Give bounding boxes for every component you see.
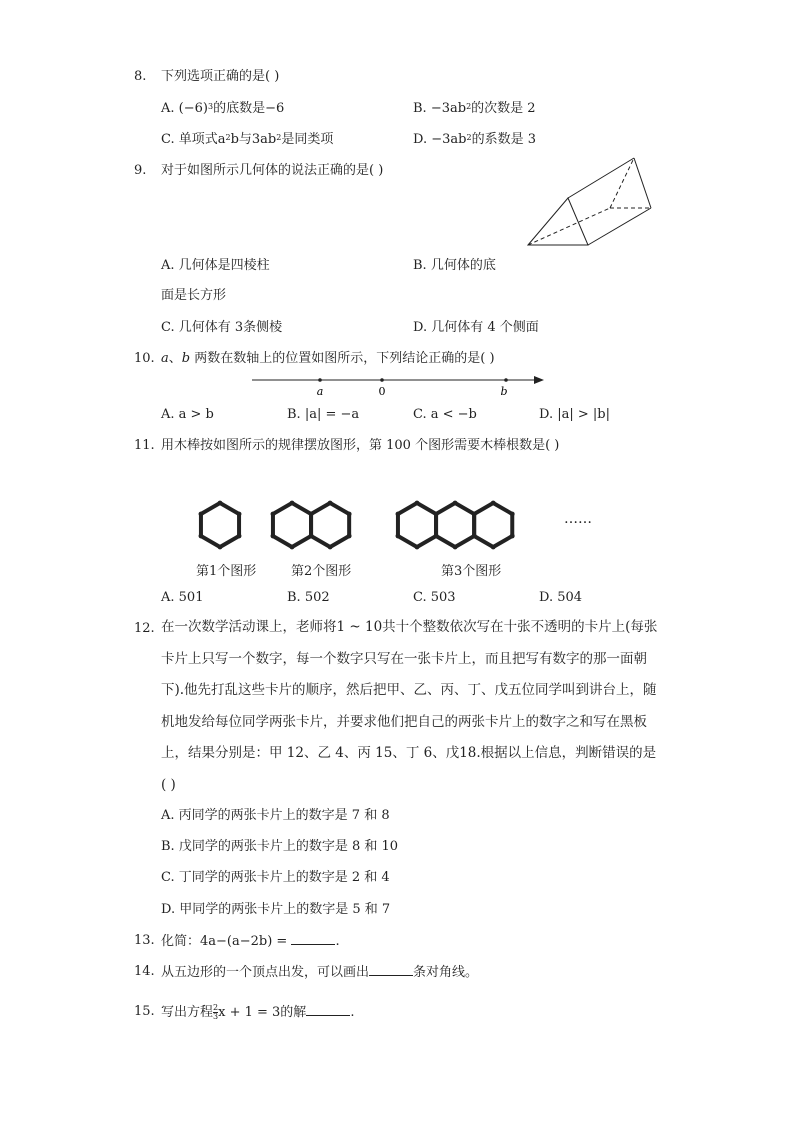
question-stem: 写出方程 $\frac{2}{3}$ x + 1 = 3的解 . [161,1003,355,1021]
stick-joint [237,534,242,539]
answer-blank [306,1003,350,1016]
stick-joint [347,534,352,539]
answer-blank [369,963,413,976]
figure-caption-3: 第3个图形 [441,564,502,579]
option-c: C. 丁同学的两张卡片上的数字是 2 和 4 [161,870,390,885]
ellipsis: …… [564,511,592,527]
option-b: B. 戊同学的两张卡片上的数字是 8 和 10 [161,839,399,854]
option-c: C. 单项式$a^2b$与$3ab^2$是同类项 [161,132,334,147]
stick-joint [309,534,314,539]
bottom-edge [588,208,651,245]
stick-joint [309,512,314,517]
stick-joint [290,545,295,550]
number-line [250,370,546,400]
stick-joint [510,512,515,517]
stick [201,503,220,514]
stick [417,503,436,514]
stick [474,536,493,547]
stick-joint [199,534,204,539]
answer-blank [291,932,335,945]
stick [493,503,512,514]
fraction: $\frac{2}{3}$ [213,1003,219,1021]
stick [292,536,311,547]
stick-joint [415,545,420,550]
stick [398,536,417,547]
stick-joint [396,534,401,539]
option-d: D. |a| > |b| [539,407,610,422]
stick [436,536,455,547]
stick-hexagons [199,501,515,550]
stick [273,536,292,547]
option-d: D. 几何体有 4 个侧面 [413,320,539,335]
question-number: 13. [134,933,155,948]
question-stem: a、b 两数在数轴上的位置如图所示，下列结论正确的是( ) [161,351,495,366]
point-b [504,378,508,382]
question-stem: 下列选项正确的是( ) [161,69,280,84]
stick [436,503,455,514]
stick [311,503,330,514]
option-a: A. 501 [161,590,204,605]
option-c: C. 几何体有 3条侧棱 [161,320,283,335]
question-number: 14. [134,964,155,979]
option-b: B. 502 [287,590,330,605]
question-stem: 在一次数学活动课上，老师将1 ~ 10共十个整数依次写在十张不透明的卡片上(每张卡片上只写一个数字，每一个数字只写在一张卡片上，而且把写有数字的那一面朝下).他先打乱这些卡片的顺序，然后把甲、乙、丙、丁、戊五位同学叫到讲台上，随机地发给每位同学两张卡片，并要求他们把自己的两张卡片上的数字之和写在黑板上，结果分别是：甲 12、乙 4、丙 15、丁 6、戊18.根据以上信息，判断错误的是( ) [161,619,658,793]
option-a: A. a > b [161,407,214,422]
option-d: D. $-3ab^2$的系数是 3 [413,132,536,147]
question-number: 12. [134,621,155,636]
stick-joint [237,512,242,517]
question-stem: 化简：4a−(a−2b) = . [161,934,340,949]
stick-joint [271,534,276,539]
stick-joint [472,512,477,517]
question-stem: 对于如图所示几何体的说法正确的是( ) [161,163,384,178]
label-b: b [500,385,508,398]
figure-caption-1: 第1个图形 [196,564,257,579]
back-right-edge [634,158,651,208]
stick-joint [510,534,515,539]
question-number: 10. [134,351,155,366]
stick [417,536,436,547]
stick [398,503,417,514]
hexagon-stick-figures [190,490,550,560]
triangular-prism-figure [520,150,656,250]
stick-joint [328,545,333,550]
option-b: B. $-3ab^2$的次数是 2 [413,101,536,116]
option-a: A. $(-6)^3$的底数是−6 [161,101,285,116]
stick [311,536,330,547]
stick [493,536,512,547]
option-d: D. 504 [539,590,583,605]
option-d: D. 甲同学的两张卡片上的数字是 5 和 7 [161,902,391,917]
option-b: B. |a| = −a [287,407,360,422]
stick-joint [434,534,439,539]
option-c: C. 503 [413,590,456,605]
stick [273,503,292,514]
stick-joint [491,545,496,550]
stick-joint [453,545,458,550]
option-a: A. 几何体是四棱柱 [161,258,270,273]
option-b-continued: 面是长方形 [161,288,227,303]
question-stem: 从五边形的一个顶点出发，可以画出 条对角线。 [161,965,479,980]
stick [474,503,493,514]
stick [220,536,239,547]
stick [455,503,474,514]
stick-joint [434,512,439,517]
question-number: 15. [134,1004,155,1019]
stick-joint [271,512,276,517]
stick [330,536,349,547]
question-number: 8. [134,69,147,84]
stick-joint [218,545,223,550]
label-zero: 0 [378,385,386,398]
question-stem: 用木棒按如图所示的规律摆放图形，第 100 个图形需要木棒根数是( ) [161,438,560,453]
stick [201,536,220,547]
stick-joint [472,534,477,539]
top-edge [568,158,634,198]
option-a: A. 丙同学的两张卡片上的数字是 7 和 8 [161,808,390,823]
question-number: 11. [134,438,155,453]
stick-joint [199,512,204,517]
question-number: 9. [134,163,147,178]
stick [455,536,474,547]
label-a: a [316,385,324,398]
stick [292,503,311,514]
point-a [318,378,322,382]
stick [220,503,239,514]
arrow-head [534,376,544,384]
stick [330,503,349,514]
figure-caption-2: 第2个图形 [291,564,352,579]
point-origin [380,378,384,382]
option-b: B. 几何体的底 [413,258,496,273]
stick-joint [396,512,401,517]
stick-joint [347,512,352,517]
option-c: C. a < −b [413,407,477,422]
